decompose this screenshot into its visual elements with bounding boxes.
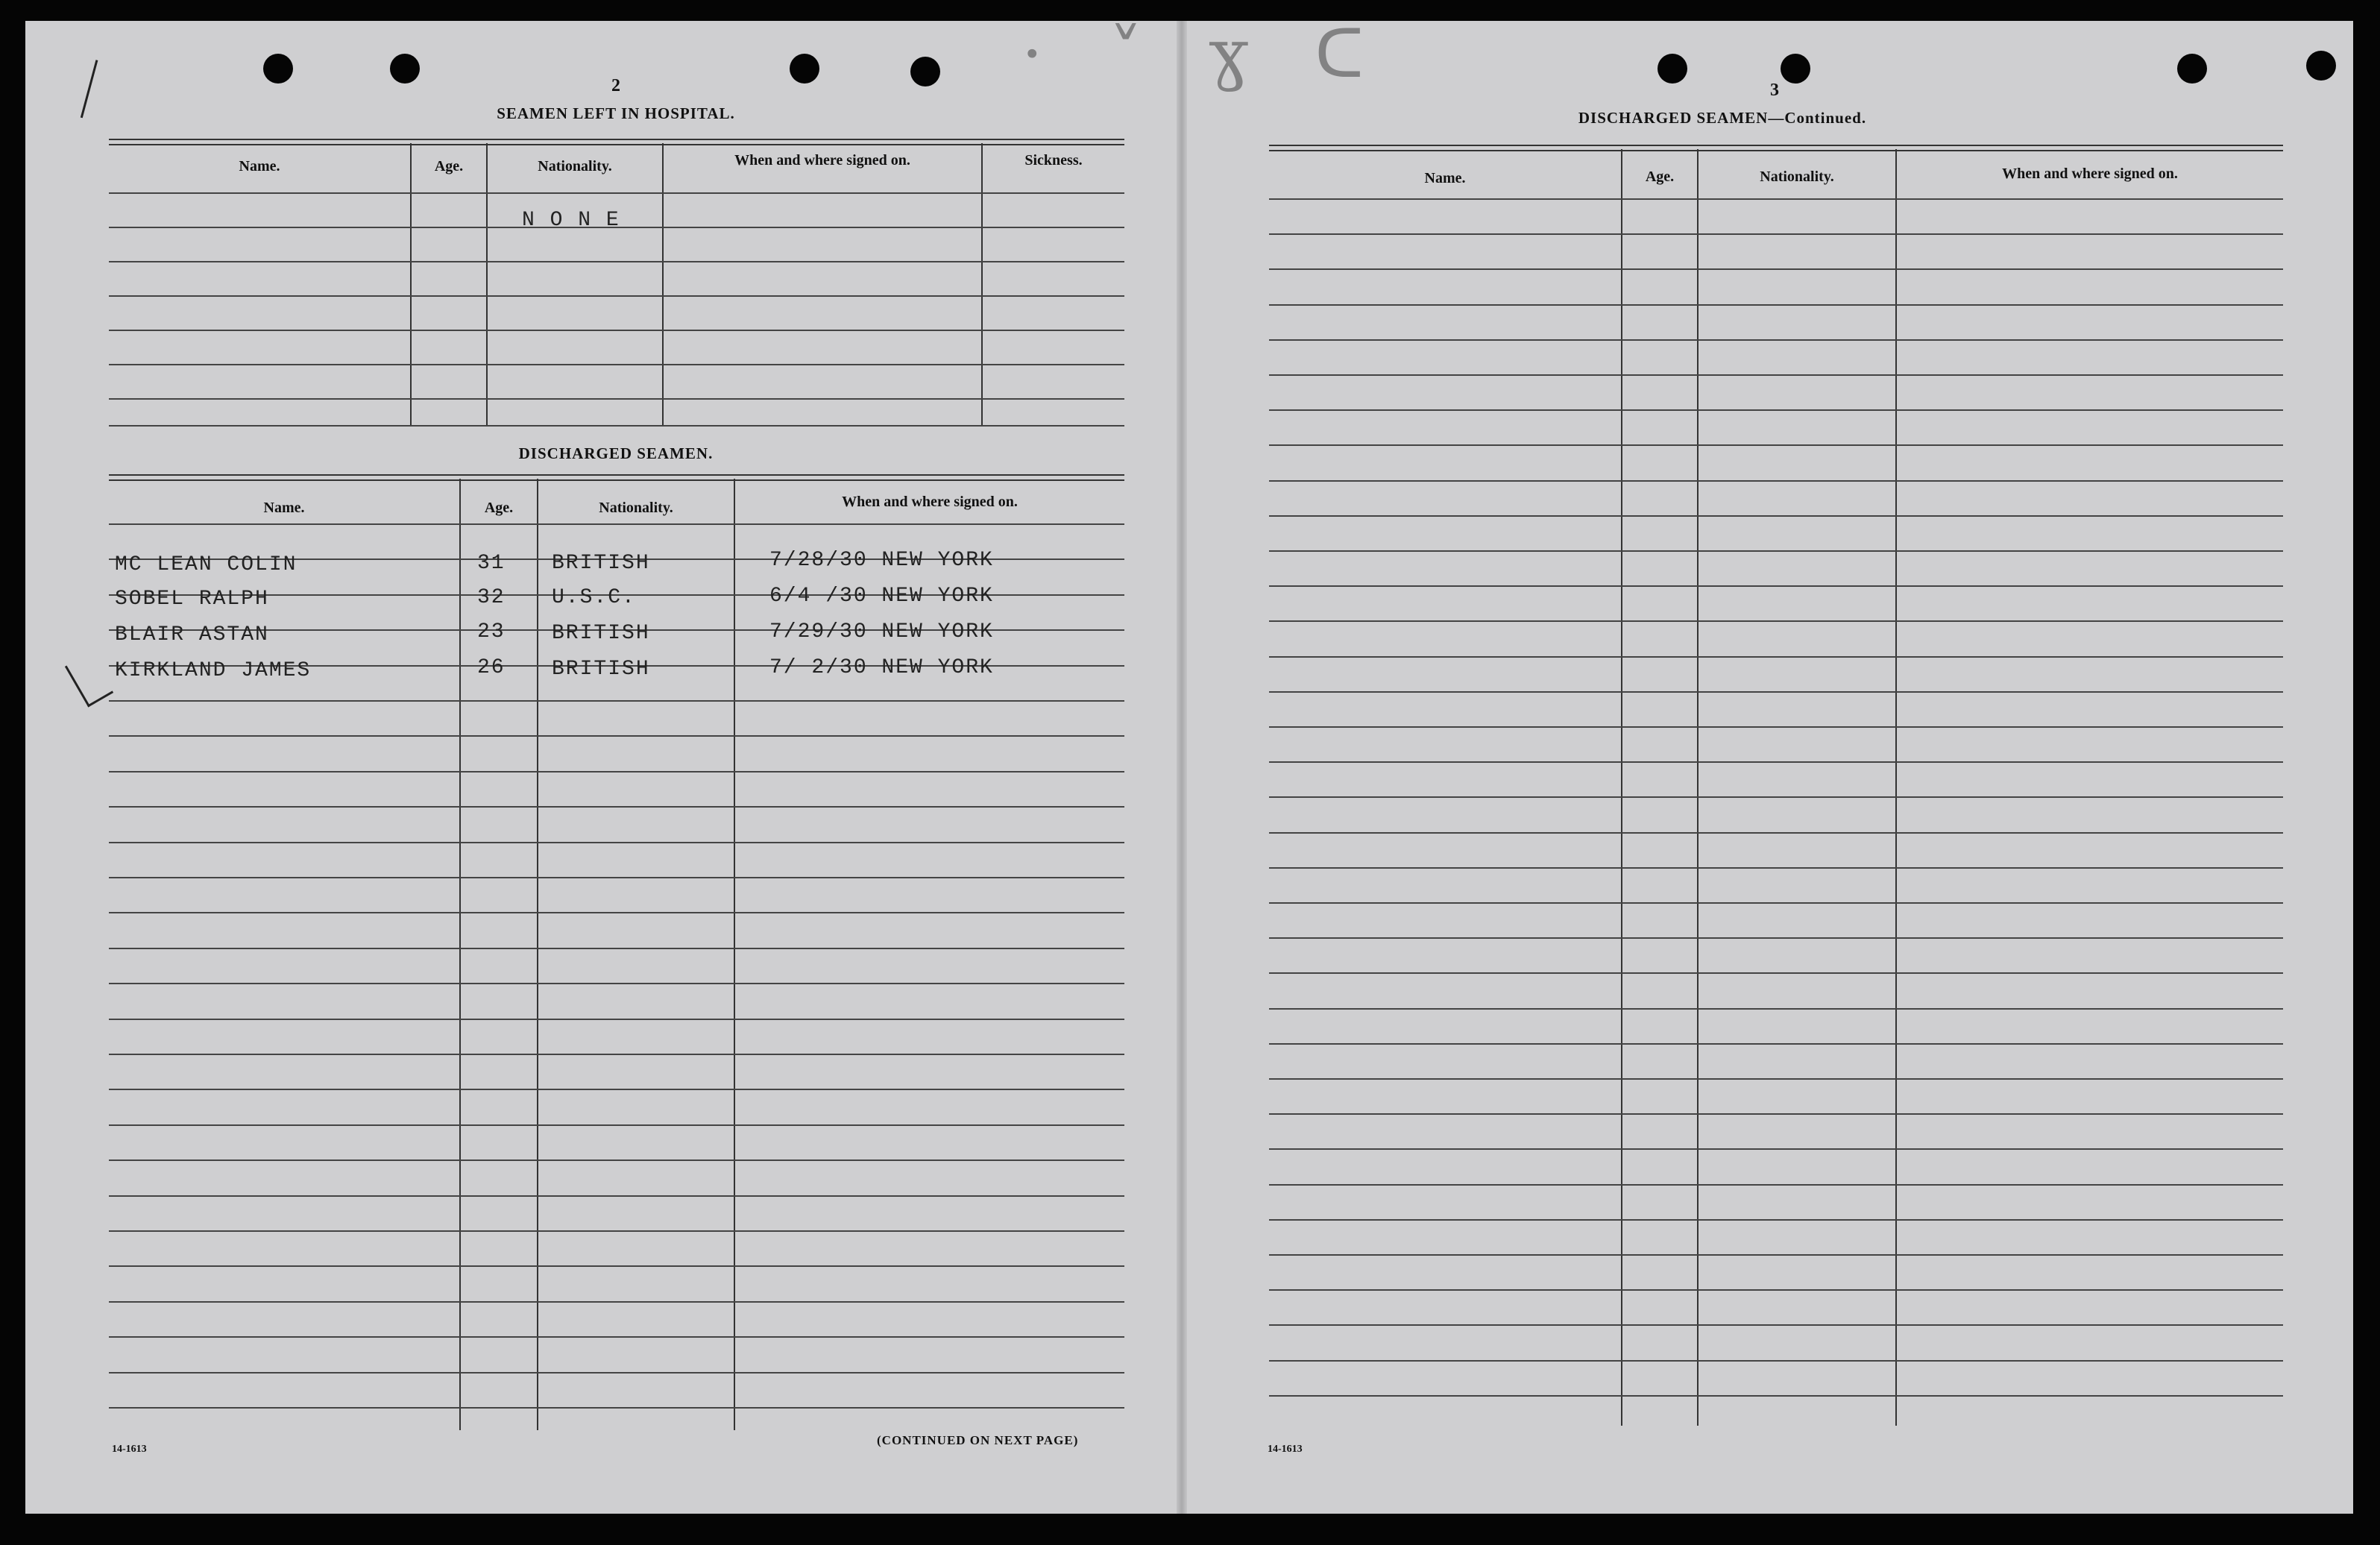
column-header: Nationality. <box>1760 169 1834 185</box>
column-header: Name. <box>1424 170 1466 186</box>
continued-note: (CONTINUED ON NEXT PAGE) <box>877 1433 1079 1447</box>
punch-hole <box>2306 51 2336 81</box>
punch-hole <box>790 54 819 84</box>
pencil-mark: · ˅ ɣ ᑕ <box>1021 15 1387 93</box>
page-number: 3 <box>1770 81 1779 100</box>
ruled-line <box>1269 656 2283 658</box>
column-header: When and where signed on. <box>2002 166 2178 182</box>
ruled-line <box>1269 515 2283 517</box>
ruled-line <box>109 948 1124 949</box>
ruled-line <box>1269 937 2283 939</box>
ruled-line <box>1269 268 2283 270</box>
ruled-line <box>109 1301 1124 1303</box>
ruled-line <box>109 1195 1124 1197</box>
center-fold <box>1177 21 1187 1514</box>
column-header: When and where signed on. <box>842 494 1018 510</box>
seaman-age: 32 <box>477 586 506 609</box>
discharged-table <box>109 474 1124 1432</box>
ruled-line <box>109 771 1124 772</box>
ruled-line <box>1269 620 2283 622</box>
seaman-nationality: U.S.C. <box>552 586 636 609</box>
ruled-line <box>109 1124 1124 1126</box>
punch-hole <box>1658 54 1687 84</box>
seaman-nationality: BRITISH <box>552 622 650 645</box>
ruled-line <box>1269 832 2283 834</box>
seaman-signed-on: 7/28/30 NEW YORK <box>769 549 994 572</box>
ruled-line <box>1269 761 2283 763</box>
column-header: Nationality. <box>599 500 673 516</box>
seaman-nationality: BRITISH <box>552 658 650 681</box>
seaman-age: 23 <box>477 620 506 644</box>
ruled-line <box>1269 796 2283 798</box>
ruled-line <box>1269 198 2283 200</box>
punch-hole <box>390 54 420 84</box>
ruled-line <box>1269 339 2283 341</box>
ruled-line <box>1269 1148 2283 1150</box>
ruled-line <box>109 1159 1124 1161</box>
ruled-line <box>1269 1008 2283 1010</box>
seaman-name: MC LEAN COLIN <box>115 553 298 576</box>
ruled-line <box>109 806 1124 808</box>
ruled-line <box>109 523 1124 525</box>
ruled-line <box>1269 550 2283 552</box>
ruled-line <box>109 983 1124 984</box>
page-number: 2 <box>611 76 620 95</box>
seaman-age: 26 <box>477 656 506 679</box>
seaman-signed-on: 7/ 2/30 NEW YORK <box>769 656 994 679</box>
ruled-line <box>1269 1360 2283 1362</box>
ruled-line <box>1269 480 2283 482</box>
ruled-line <box>109 1265 1124 1267</box>
ruled-line <box>109 1054 1124 1055</box>
column-header: Sickness. <box>1024 152 1083 169</box>
ruled-line <box>1269 867 2283 869</box>
ruled-line <box>109 735 1124 737</box>
ruled-line <box>1269 1289 2283 1291</box>
punch-hole <box>263 54 293 84</box>
section-title: SEAMEN LEFT IN HOSPITAL. <box>497 104 735 122</box>
ruled-line <box>109 1372 1124 1373</box>
ruled-line <box>109 912 1124 913</box>
ruled-line <box>1269 585 2283 587</box>
ruled-line <box>1269 1395 2283 1397</box>
ruled-line <box>1269 1043 2283 1045</box>
ruled-line <box>109 877 1124 878</box>
ruled-line <box>1269 304 2283 306</box>
ruled-line <box>109 842 1124 843</box>
ruled-line <box>1269 1078 2283 1080</box>
form-number: 14-1613 <box>1268 1444 1303 1455</box>
ruled-line <box>1269 233 2283 235</box>
seaman-name: KIRKLAND JAMES <box>115 659 312 682</box>
seaman-signed-on: 7/29/30 NEW YORK <box>769 620 994 644</box>
ruled-line <box>1269 1219 2283 1221</box>
seaman-name: BLAIR ASTAN <box>115 623 269 646</box>
ruled-line <box>1269 1324 2283 1326</box>
discharged-continued-table <box>1269 145 2283 1427</box>
ruled-line <box>1269 374 2283 376</box>
column-header: Age. <box>1645 169 1675 185</box>
seaman-signed-on: 6/4 /30 NEW YORK <box>769 585 994 608</box>
punch-hole <box>910 57 940 86</box>
ruled-line <box>109 1089 1124 1090</box>
column-header: When and where signed on. <box>734 152 910 169</box>
ruled-line <box>109 1019 1124 1020</box>
seaman-age: 31 <box>477 552 506 575</box>
ruled-line <box>109 1230 1124 1232</box>
ruled-line <box>109 1407 1124 1409</box>
seaman-nationality: BRITISH <box>552 552 650 575</box>
seaman-name: SOBEL RALPH <box>115 588 269 611</box>
column-header: Age. <box>434 158 464 174</box>
ruled-line <box>109 1336 1124 1338</box>
column-header: Name. <box>263 500 305 516</box>
hospital-entry: N O N E <box>522 209 620 232</box>
ruled-line <box>1269 1254 2283 1256</box>
section-title: DISCHARGED SEAMEN. <box>518 444 714 462</box>
column-header: Nationality. <box>538 158 612 174</box>
column-header: Name. <box>239 158 280 174</box>
hospital-table <box>109 139 1124 429</box>
column-header: Age. <box>484 500 514 516</box>
ruled-line <box>1269 691 2283 693</box>
ruled-line <box>1269 1184 2283 1186</box>
form-number: 14-1613 <box>112 1444 147 1455</box>
ruled-line <box>1269 1113 2283 1115</box>
punch-hole <box>1781 54 1810 84</box>
ruled-line <box>109 700 1124 702</box>
ruled-line <box>1269 972 2283 974</box>
ruled-line <box>1269 409 2283 411</box>
punch-hole <box>2177 54 2207 84</box>
section-title: DISCHARGED SEAMEN—Continued. <box>1578 109 1867 127</box>
ruled-line <box>1269 902 2283 904</box>
ruled-line <box>1269 726 2283 728</box>
ruled-line <box>1269 444 2283 446</box>
